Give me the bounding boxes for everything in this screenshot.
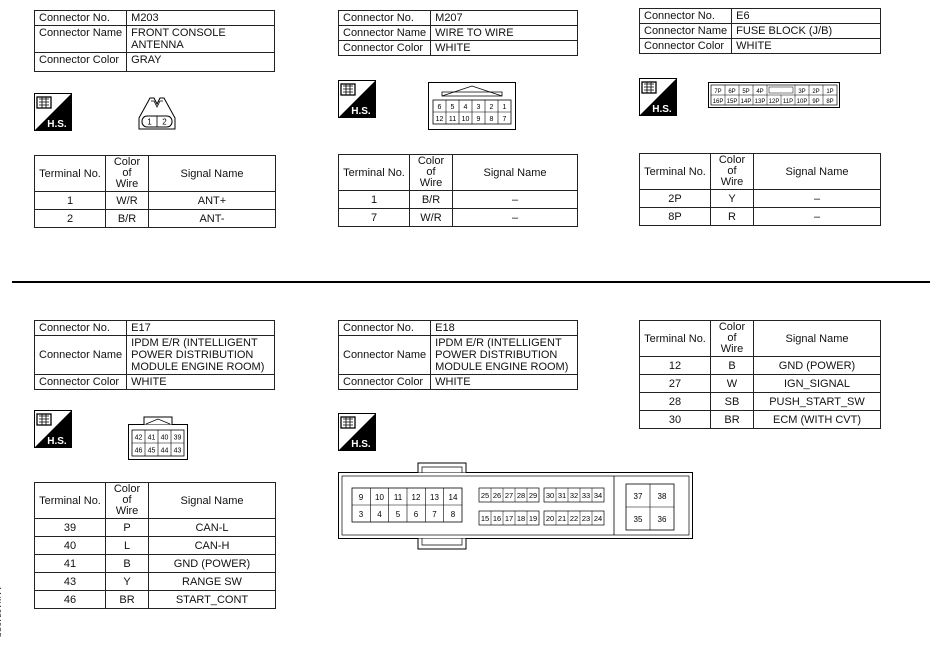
pin-label: 9P	[812, 99, 820, 105]
connector-name-value	[127, 336, 275, 375]
table-row	[35, 591, 276, 609]
figure-code	[0, 586, 1, 638]
wire-cell: W	[711, 375, 754, 393]
pin-label: 18	[516, 514, 526, 523]
wire-color-header	[410, 155, 453, 191]
terminal-cell: 1	[35, 192, 106, 210]
e6-info-table	[639, 8, 881, 54]
wire-cell: B	[711, 357, 754, 375]
connector-no-label: Connector No.	[339, 321, 431, 336]
connector-color-label: Connector Color	[339, 375, 431, 390]
pin-label: 9	[358, 493, 364, 502]
pin-label: 10	[375, 493, 384, 502]
signal-cell: START_CONT	[149, 591, 276, 609]
hs-badge-icon	[34, 410, 72, 448]
connector-color-label: Connector Color	[35, 53, 127, 72]
pin-label: 6P	[728, 89, 736, 95]
signal-name-header: Signal Name	[754, 321, 881, 357]
connector-no-label: Connector No.	[339, 11, 431, 26]
signal-cell: –	[754, 190, 881, 208]
hs-badge-icon	[338, 413, 376, 451]
pin-label: 12	[435, 116, 444, 123]
pin-label: 3	[358, 510, 364, 519]
pin-label: 2	[162, 117, 167, 127]
table-row	[339, 191, 578, 209]
e17-info-table	[34, 320, 275, 390]
e17-connector-face	[128, 414, 188, 460]
pin-label: 13	[430, 493, 439, 502]
wire-color-header	[106, 156, 149, 192]
pin-label: 8P	[826, 99, 834, 105]
connector-no-value: E6	[732, 9, 881, 24]
hs-label: H.S.	[652, 104, 672, 115]
name-line: ANTENNA	[131, 39, 184, 51]
connector-name-label: Connector Name	[339, 336, 431, 375]
pin-label: 35	[633, 515, 643, 524]
pin-label: 22	[569, 514, 579, 523]
signal-name-header: Signal Name	[149, 483, 276, 519]
m207-info-table	[338, 10, 578, 56]
pin-label: 28	[516, 491, 526, 500]
connector-name-label: Connector Name	[35, 336, 127, 375]
pin-label: 11P	[782, 99, 794, 105]
pin-label: 3P	[798, 89, 806, 95]
header-line: Color of	[718, 321, 746, 344]
pin-label: 5	[395, 510, 401, 519]
pin-label: 1P	[826, 89, 834, 95]
pin-label: 30	[545, 491, 555, 500]
name-line: MODULE ENGINE ROOM)	[435, 361, 569, 373]
wire-cell: SB	[711, 393, 754, 411]
signal-cell: ANT-	[149, 210, 276, 228]
signal-cell: ANT+	[149, 192, 276, 210]
wire-cell: BR	[106, 591, 149, 609]
wire-cell: W/R	[410, 209, 453, 227]
table-row	[640, 357, 881, 375]
wire-cell: P	[106, 519, 149, 537]
table-row	[640, 393, 881, 411]
header-line: Wire	[115, 505, 139, 517]
connector-no-label: Connector No.	[35, 11, 127, 26]
hs-label: H.S.	[351, 439, 371, 450]
pin-label: 23	[581, 514, 591, 523]
table-row	[35, 192, 276, 210]
header-line: Wire	[419, 177, 443, 189]
signal-cell: –	[453, 209, 578, 227]
header-line: Wire	[720, 176, 744, 188]
wire-cell: R	[711, 208, 754, 226]
terminal-cell: 2P	[640, 190, 711, 208]
pin-label: 46	[134, 447, 143, 455]
connector-name-value	[127, 26, 275, 53]
terminal-cell: 1	[339, 191, 410, 209]
terminal-cell: 43	[35, 573, 106, 591]
pin-label: 7P	[714, 89, 722, 95]
signal-cell: GND (POWER)	[149, 555, 276, 573]
table-row	[640, 190, 881, 208]
wire-color-header	[711, 154, 754, 190]
table-row	[35, 555, 276, 573]
header-line: Wire	[720, 343, 744, 355]
e18-connector-face	[338, 460, 694, 552]
connector-color-value: WHITE	[431, 375, 578, 390]
terminal-cell: 7	[339, 209, 410, 227]
pin-label: 8	[450, 510, 456, 519]
pin-label: 31	[557, 491, 567, 500]
terminal-cell: 12	[640, 357, 711, 375]
signal-cell: RANGE SW	[149, 573, 276, 591]
pin-label: 4	[377, 510, 382, 519]
connector-name-label: Connector Name	[640, 24, 732, 39]
signal-cell: –	[453, 191, 578, 209]
connector-color-value: WHITE	[732, 39, 881, 54]
pin-label: 11	[448, 116, 457, 123]
pin-label: 14P	[740, 99, 752, 105]
signal-cell: GND (POWER)	[754, 357, 881, 375]
connector-name-value: FUSE BLOCK (J/B)	[732, 24, 881, 39]
connector-name-label: Connector Name	[339, 26, 431, 41]
pin-label: 7	[432, 510, 437, 519]
pin-label: 42	[134, 434, 143, 442]
table-row	[640, 411, 881, 429]
wire-cell: B/R	[410, 191, 453, 209]
pin-label: 4P	[756, 89, 764, 95]
wire-cell: B	[106, 555, 149, 573]
terminal-no-header: Terminal No.	[339, 155, 410, 191]
connector-color-value: GRAY	[127, 53, 275, 72]
table-row	[35, 573, 276, 591]
pin-label: 25	[480, 491, 490, 500]
terminal-cell: 27	[640, 375, 711, 393]
terminal-cell: 2	[35, 210, 106, 228]
m203-terminal-table	[34, 155, 276, 228]
pin-label: 24	[593, 514, 603, 523]
signal-cell: –	[754, 208, 881, 226]
table-row	[35, 210, 276, 228]
table-row	[339, 209, 578, 227]
hs-badge-icon	[639, 78, 677, 116]
terminal-cell: 41	[35, 555, 106, 573]
name-line: IPDM E/R (INTELLIGENT	[131, 337, 258, 349]
connector-no-label: Connector No.	[640, 9, 732, 24]
pin-label: 40	[160, 434, 169, 442]
wire-cell: L	[106, 537, 149, 555]
terminal-cell: 8P	[640, 208, 711, 226]
signal-name-header: Signal Name	[754, 154, 881, 190]
header-line: Color of	[113, 483, 141, 506]
wire-color-header	[711, 321, 754, 357]
pin-label: 8	[489, 116, 494, 123]
pin-label: 15	[480, 514, 490, 523]
m203-connector-face	[136, 94, 178, 132]
pin-label: 37	[633, 492, 643, 501]
connector-name-value: WIRE TO WIRE	[431, 26, 578, 41]
pin-label: 14	[448, 493, 458, 502]
signal-name-header: Signal Name	[453, 155, 578, 191]
pin-label: 2P	[812, 89, 820, 95]
pin-label: 17	[504, 514, 514, 523]
pin-label: 41	[147, 434, 156, 442]
connector-name-value	[431, 336, 578, 375]
hs-badge-icon	[338, 80, 376, 118]
pin-label: 19	[528, 514, 538, 523]
terminal-cell: 40	[35, 537, 106, 555]
wire-cell: BR	[711, 411, 754, 429]
pin-label: 39	[173, 434, 182, 442]
m207-connector-face	[428, 82, 516, 130]
pin-label: 16P	[712, 99, 724, 105]
terminal-no-header: Terminal No.	[35, 156, 106, 192]
terminal-cell: 39	[35, 519, 106, 537]
wire-cell: B/R	[106, 210, 149, 228]
pin-label: 10P	[796, 99, 808, 105]
connector-color-label: Connector Color	[339, 41, 431, 56]
header-line: Color of	[113, 156, 141, 179]
pin-label: 11	[393, 493, 403, 502]
pin-label: 5	[450, 104, 455, 111]
section-divider	[12, 281, 930, 283]
signal-cell: PUSH_START_SW	[754, 393, 881, 411]
pin-label: 3	[476, 104, 481, 111]
pin-label: 44	[160, 447, 169, 455]
pin-label: 6	[437, 104, 442, 111]
signal-cell: CAN-L	[149, 519, 276, 537]
pin-label: 43	[173, 447, 182, 455]
connector-color-value: WHITE	[431, 41, 578, 56]
pin-label: 34	[593, 491, 603, 500]
connector-color-label: Connector Color	[640, 39, 732, 54]
pin-label: 12	[411, 493, 421, 502]
pin-label: 9	[476, 116, 481, 123]
m203-info-table	[34, 10, 275, 72]
connector-color-label: Connector Color	[35, 375, 127, 390]
connector-name-label: Connector Name	[35, 26, 127, 53]
wire-cell: Y	[711, 190, 754, 208]
signal-cell: IGN_SIGNAL	[754, 375, 881, 393]
pin-label: 29	[528, 491, 538, 500]
signal-name-header: Signal Name	[149, 156, 276, 192]
pin-label: 26	[492, 491, 502, 500]
hs-label: H.S.	[47, 436, 67, 447]
header-line: Color of	[417, 155, 445, 178]
terminal-cell: 46	[35, 591, 106, 609]
connector-no-value: M203	[127, 11, 275, 26]
pin-label: 45	[147, 447, 156, 455]
e6-connector-face	[708, 82, 840, 108]
m207-terminal-table	[338, 154, 578, 227]
name-line: MODULE ENGINE ROOM)	[131, 361, 265, 373]
signal-cell: ECM (WITH CVT)	[754, 411, 881, 429]
header-line: Wire	[115, 178, 139, 190]
name-line: POWER DISTRIBUTION	[131, 349, 254, 361]
terminal-no-header: Terminal No.	[35, 483, 106, 519]
pin-label: 33	[581, 491, 591, 500]
terminal-cell: 30	[640, 411, 711, 429]
wire-cell: Y	[106, 573, 149, 591]
wire-cell: W/R	[106, 192, 149, 210]
table-row	[640, 375, 881, 393]
pin-label: 38	[657, 492, 667, 501]
e6-terminal-table	[639, 153, 881, 226]
pin-label: 36	[657, 515, 667, 524]
pin-label: 13P	[754, 99, 766, 105]
hs-label: H.S.	[47, 119, 67, 130]
pin-label: 5P	[742, 89, 750, 95]
e18-terminal-table	[639, 320, 881, 429]
terminal-cell: 28	[640, 393, 711, 411]
pin-label: 15P	[726, 99, 738, 105]
connector-no-value: E18	[431, 321, 578, 336]
connector-no-value: M207	[431, 11, 578, 26]
hs-label: H.S.	[351, 106, 371, 117]
connector-color-value: WHITE	[127, 375, 275, 390]
pin-label: 12P	[768, 99, 780, 105]
pin-label: 6	[413, 510, 419, 519]
pin-label: 7	[502, 116, 507, 123]
e18-info-table	[338, 320, 578, 390]
e17-terminal-table	[34, 482, 276, 609]
table-row	[640, 208, 881, 226]
name-line: FRONT CONSOLE	[131, 27, 226, 39]
terminal-no-header: Terminal No.	[640, 321, 711, 357]
pin-label: 27	[504, 491, 514, 500]
wire-color-header	[106, 483, 149, 519]
pin-label: 10	[461, 116, 470, 123]
pin-label: 20	[545, 514, 555, 523]
name-line: IPDM E/R (INTELLIGENT	[435, 337, 562, 349]
terminal-no-header: Terminal No.	[640, 154, 711, 190]
pin-label: 16	[492, 514, 502, 523]
connector-no-label: Connector No.	[35, 321, 127, 336]
signal-cell: CAN-H	[149, 537, 276, 555]
table-row	[35, 537, 276, 555]
header-line: Color of	[718, 154, 746, 177]
pin-label: 32	[569, 491, 579, 500]
pin-label: 4	[463, 104, 468, 111]
hs-badge-icon	[34, 93, 72, 131]
pin-label: 1	[502, 104, 507, 111]
connector-no-value: E17	[127, 321, 275, 336]
pin-label: 21	[557, 514, 567, 523]
pin-label: 1	[147, 117, 152, 127]
pin-label: 2	[489, 104, 494, 111]
name-line: POWER DISTRIBUTION	[435, 349, 558, 361]
table-row	[35, 519, 276, 537]
